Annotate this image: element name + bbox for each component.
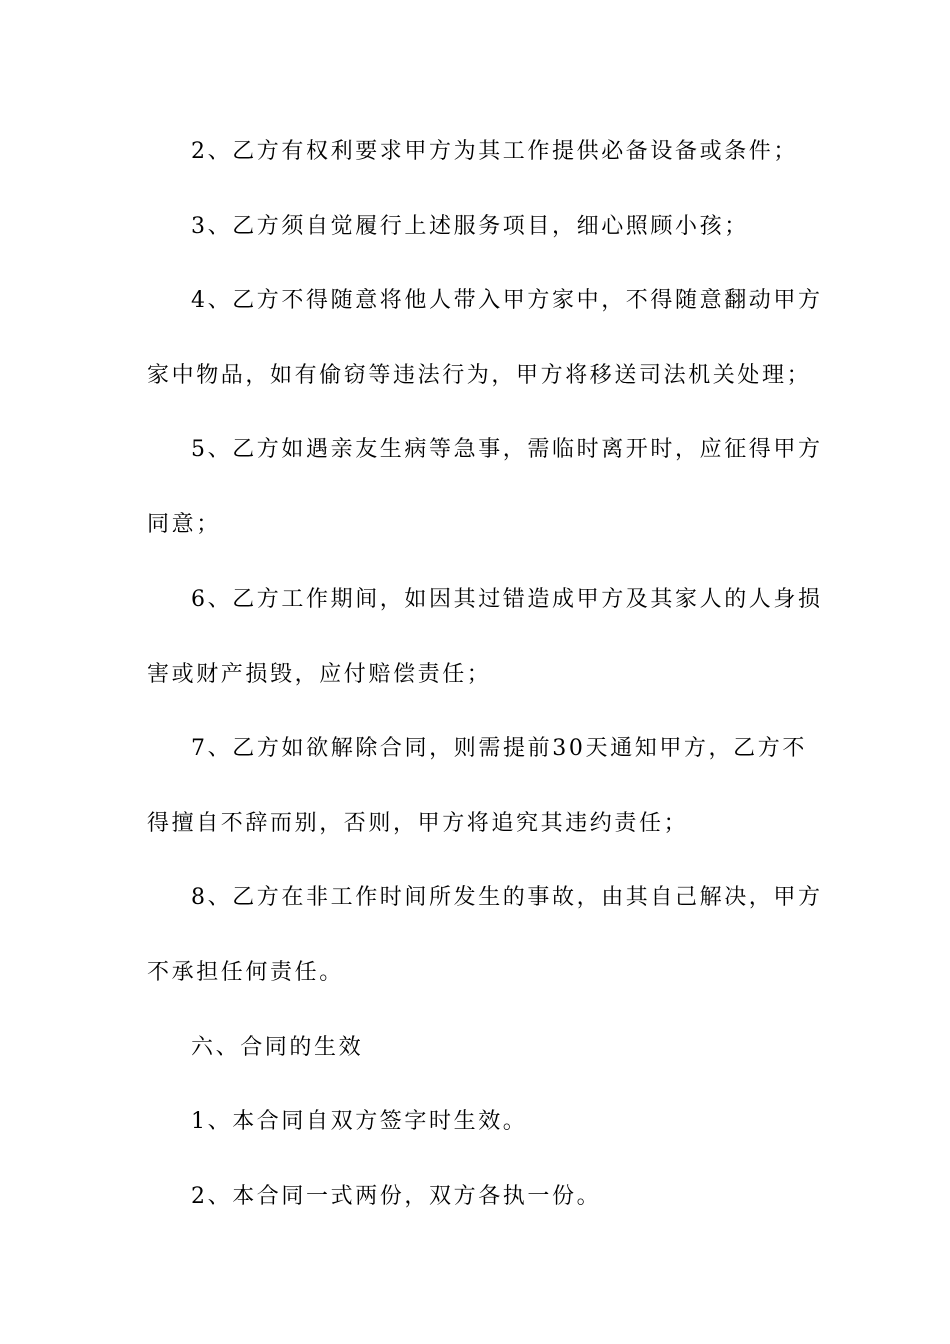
clause-5-4-line-1: 4、乙方不得随意将他人带入甲方家中，不得随意翻动甲方 [191,288,823,313]
clause-5-7-line-1: 7、乙方如欲解除合同，则需提前30天通知甲方，乙方不 [191,736,807,761]
section-heading-6: 六、合同的生效 [191,1035,364,1060]
clause-5-5-line-1: 5、乙方如遇亲友生病等急事，需临时离开时，应征得甲方 [191,437,823,462]
clause-5-8-line-1: 8、乙方在非工作时间所发生的事故，由其自己解决，甲方 [191,885,823,910]
clause-5-6-line-2: 害或财产损毁，应付赔偿责任； [147,662,492,687]
clause-5-5-line-2: 同意； [147,512,221,537]
clause-6-1: 1、本合同自双方签字时生效。 [191,1109,528,1134]
clause-5-3: 3、乙方须自觉履行上述服务项目，细心照顾小孩； [191,214,749,239]
clause-6-2: 2、本合同一式两份，双方各执一份。 [191,1184,602,1209]
clause-5-2: 2、乙方有权利要求甲方为其工作提供必备设备或条件； [191,139,798,164]
clause-5-4-line-2: 家中物品，如有偷窃等违法行为，甲方将移送司法机关处理； [147,363,812,388]
clause-5-6-line-1: 6、乙方工作期间，如因其过错造成甲方及其家人的人身损 [191,587,823,612]
clause-5-8-line-2: 不承担任何责任。 [147,960,344,985]
clause-5-7-line-2: 得擅自不辞而别，否则，甲方将追究其违约责任； [147,811,689,836]
